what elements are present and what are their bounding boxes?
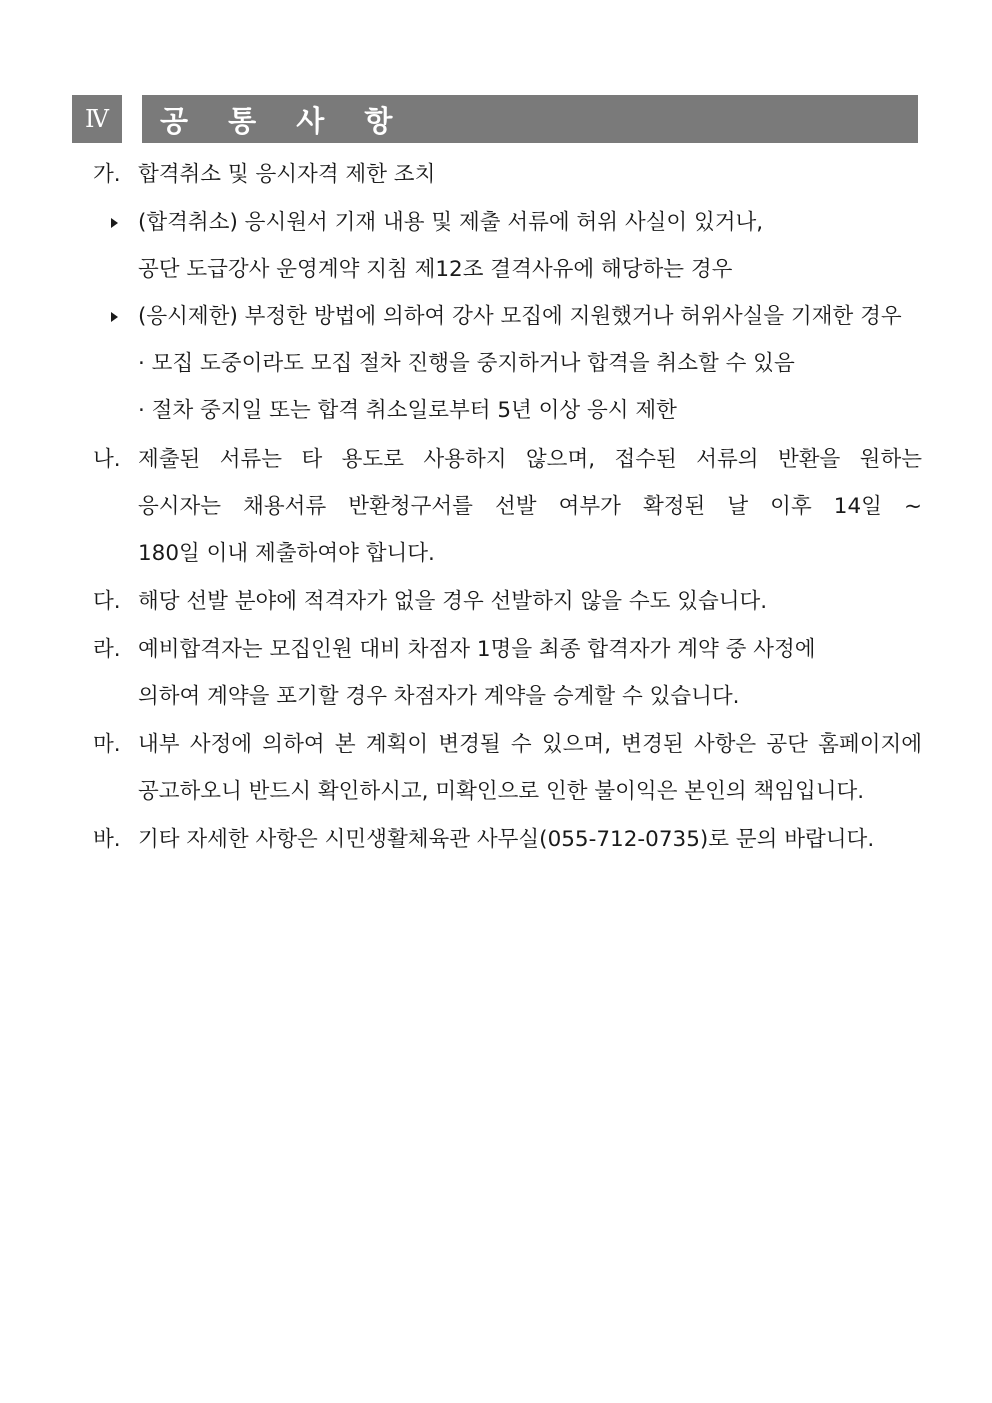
item-marker-ra: 라.	[93, 637, 121, 662]
item-ra-line1: 예비합격자는 모집인원 대비 차점자 1명을 최종 합격자가 계약 중 사정에	[138, 637, 816, 662]
item-ra-line2: 의하여 계약을 포기할 경우 차점자가 계약을 승계할 수 있습니다.	[138, 684, 740, 709]
item-ma-line2: 공고하오니 반드시 확인하시고, 미확인으로 인한 불이익은 본인의 책임입니다.	[138, 779, 865, 804]
item-marker-ba: 바.	[93, 827, 121, 852]
section-header	[72, 95, 918, 143]
item-ga-sub1: · 모집 도중이라도 모집 절차 진행을 중지하거나 합격을 취소할 수 있음	[138, 351, 795, 376]
item-ma-line1: 내부 사정에 의하여 본 계획이 변경될 수 있으며, 변경된 사항은 공단 홈페이지에	[138, 732, 922, 757]
item-ba-text: 기타 자세한 사항은 시민생활체육관 사무실(055-712-0735)로 문의 바랍니다.	[138, 827, 875, 852]
item-marker-na: 나.	[93, 447, 121, 472]
item-ga-sub2: · 절차 중지일 또는 합격 취소일로부터 5년 이상 응시 제한	[138, 398, 677, 423]
item-marker-ga: 가.	[93, 162, 121, 187]
item-da-text: 해당 선발 분야에 적격자가 없을 경우 선발하지 않을 수도 있습니다.	[138, 589, 768, 614]
item-na-line3: 180일 이내 제출하여야 합니다.	[138, 541, 435, 566]
item-ga-text: 합격취소 및 응시자격 제한 조치	[138, 162, 436, 187]
section-number: Ⅳ	[72, 95, 122, 143]
item-marker-da: 다.	[93, 589, 121, 614]
section-title: 공 통 사 항	[142, 95, 918, 143]
item-ga-bullet2: (응시제한) 부정한 방법에 의하여 강사 모집에 지원했거나 허위사실을 기재한 경우	[138, 304, 902, 329]
triangle-bullet-icon	[111, 312, 118, 322]
item-na-line2: 응시자는 채용서류 반환청구서를 선발 여부가 확정된 날 이후 14일 ~	[138, 494, 922, 519]
item-ga-bullet1-line2: 공단 도급강사 운영계약 지침 제12조 결격사유에 해당하는 경우	[138, 257, 733, 282]
triangle-bullet-icon	[111, 218, 118, 228]
item-marker-ma: 마.	[93, 732, 121, 757]
item-na-line1: 제출된 서류는 타 용도로 사용하지 않으며, 접수된 서류의 반환을 원하는	[138, 447, 922, 472]
item-ga-bullet1-line1: (합격취소) 응시원서 기재 내용 및 제출 서류에 허위 사실이 있거나,	[138, 210, 764, 235]
